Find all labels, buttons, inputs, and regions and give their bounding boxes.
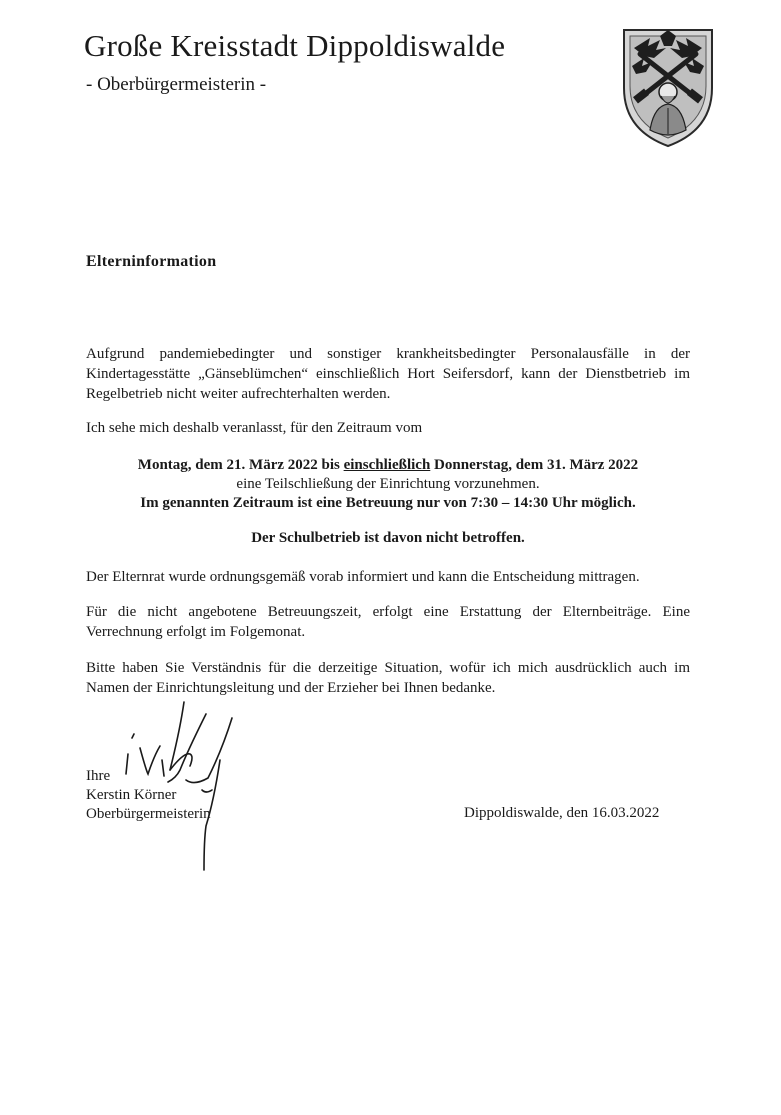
paragraph-period-intro: Ich sehe mich deshalb veranlasst, für den Zeitraum vom	[86, 420, 423, 436]
signer-name: Kerstin Körner	[86, 787, 177, 803]
closure-end: Donnerstag, dem 31. März 2022	[434, 457, 639, 473]
coat-of-arms-icon	[620, 26, 716, 150]
closure-inclusive: einschließlich	[343, 457, 431, 473]
paragraph-parent-council: Der Elternrat wurde ordnungsgemäß vorab informiert und kann die Entscheidung mittragen.	[86, 569, 640, 585]
closing-greeting: Ihre	[86, 768, 111, 784]
closure-hours: Im genannten Zeitraum ist eine Betreuung nur von 7:30 – 14:30 Uhr möglich.	[140, 495, 636, 511]
handwritten-signature-icon	[110, 690, 260, 880]
closure-period-block	[86, 456, 690, 513]
closure-action: eine Teilschließung der Einrichtung vorzunehmen.	[236, 476, 540, 492]
closure-start: Montag, dem 21. März 2022 bis	[137, 457, 340, 473]
letterhead-title: Große Kreisstadt Dippoldiswalde	[84, 28, 506, 63]
paragraph-staff-shortage: Aufgrund pandemiebedingter und sonstiger krankheitsbedingter Personalausfälle in der Kindertagesstätte „Gänseblümchen“ einschließlich Hort Seifersdorf, kann der Dienstbetrieb im Regelbetrieb nicht weiter aufrechterhalten werden.	[86, 346, 690, 402]
document-heading: Elterninformation	[86, 253, 217, 270]
paragraph-thanks: Bitte haben Sie Verständnis für die derzeitige Situation, wofür ich mich ausdrücklich auch im Namen der Einrichtungsleitung und der Erzieher bei Ihnen bedanke.	[86, 660, 690, 696]
place-date: Dippoldiswalde, den 16.03.2022	[464, 805, 660, 821]
closure-dates	[86, 456, 690, 475]
school-notice: Der Schulbetrieb ist davon nicht betroffen.	[251, 530, 525, 546]
signer-role: Oberbürgermeisterin	[86, 806, 211, 822]
letterhead-subtitle: - Oberbürgermeisterin -	[86, 74, 267, 95]
paragraph-refund: Für die nicht angebotene Betreuungszeit, erfolgt eine Erstattung der Elternbeiträge. Eine Verrechnung erfolgt im Folgemonat.	[86, 604, 690, 640]
